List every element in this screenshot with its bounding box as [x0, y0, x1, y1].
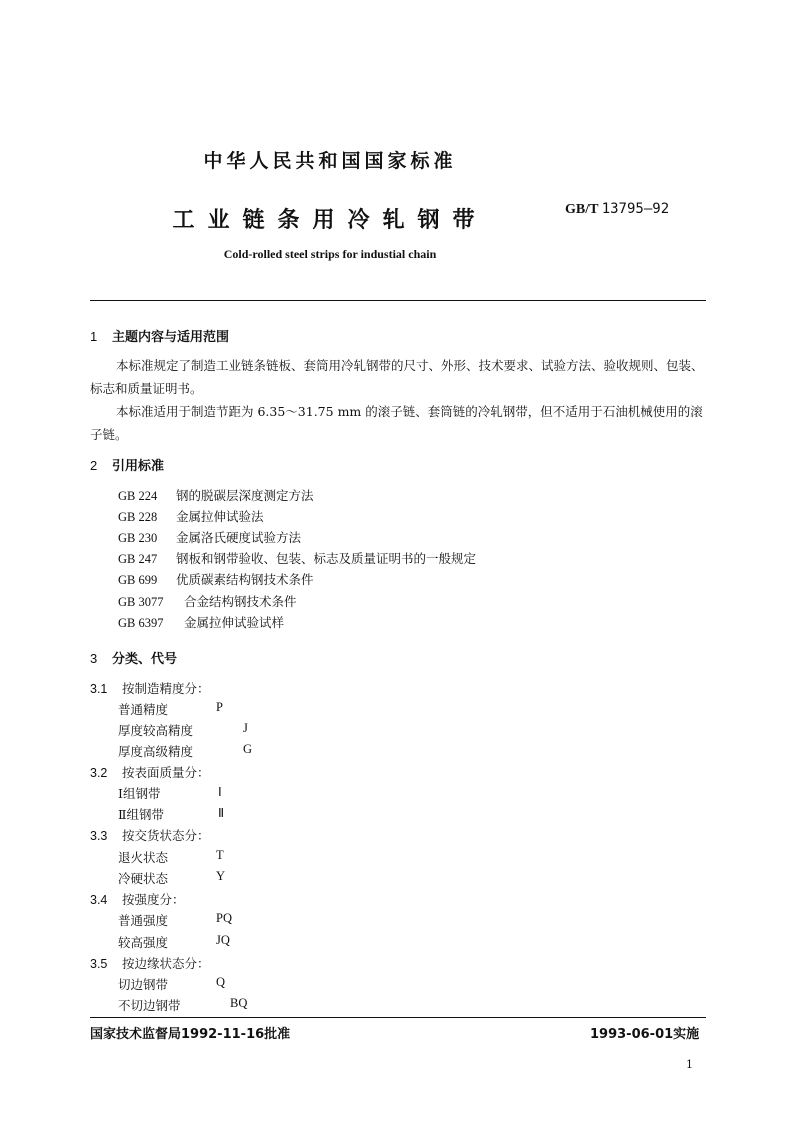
standard-number [565, 201, 669, 218]
subsection-3-5 [90, 954, 210, 972]
subsection-number: 3.4 [90, 893, 108, 907]
section-1-body [90, 354, 706, 446]
footer-divider [90, 1017, 706, 1018]
class-code: Q [216, 975, 226, 989]
reference-title: 金属拉伸试验法 [176, 509, 264, 524]
reference-title: 合金结构钢技术条件 [184, 594, 297, 609]
reference-title: 钢板和钢带验收、包装、标志及质量证明书的一般规定 [176, 551, 477, 566]
reference-code: GB 228 [118, 510, 158, 524]
section-2-heading [90, 455, 164, 474]
class-code: P [216, 700, 223, 714]
header-divider [90, 300, 706, 301]
standard-prefix: GB/T [565, 202, 599, 217]
standard-code: 13795—92 [601, 201, 670, 217]
subsection-number: 3.2 [90, 766, 108, 780]
reference-code: GB 699 [118, 573, 158, 587]
subsection-title: 按边缘状态分： [122, 956, 210, 971]
reference-code: GB 6397 [118, 616, 164, 630]
section-title: 分类、代号 [112, 652, 178, 667]
class-code: JQ [216, 933, 230, 947]
class-code: BQ [230, 996, 248, 1010]
reference-item [118, 528, 301, 546]
subsection-3-1 [90, 679, 210, 697]
subsection-number: 3.3 [90, 829, 108, 843]
subsection-3-4 [90, 890, 185, 908]
class-code: J [243, 721, 248, 735]
subsection-title: 按制造精度分： [122, 681, 210, 696]
class-code: Y [216, 869, 226, 883]
reference-code: GB 247 [118, 552, 158, 566]
class-label: 普通精度 [118, 702, 169, 717]
class-code: Ⅱ [218, 806, 225, 820]
paragraph: 本标准规定了制造工业链条链板、套筒用冷轧钢带的尺寸、外形、技术要求、试验方法、验收规则、包装、标志和质量证明书。 [90, 358, 704, 396]
class-code: G [243, 742, 253, 756]
subsection-title: 按表面质量分： [122, 765, 210, 780]
class-label: 厚度高级精度 [118, 744, 194, 759]
subsection-3-3 [90, 826, 210, 844]
class-label: 不切边钢带 [118, 998, 181, 1013]
reference-code: GB 230 [118, 531, 158, 545]
section-number: 1 [90, 329, 98, 344]
reference-item [118, 486, 314, 504]
class-code: T [216, 848, 224, 862]
section-number: 2 [90, 458, 98, 473]
section-title: 引用标准 [112, 459, 165, 474]
subsection-number: 3.1 [90, 682, 108, 696]
document-title: 工业链条用冷轧钢带 [172, 208, 488, 233]
reference-title: 金属拉伸试验试样 [184, 615, 285, 630]
reference-item [118, 549, 476, 567]
reference-code: GB 3077 [118, 595, 164, 609]
class-label: 冷硬状态 [118, 871, 169, 886]
reference-item [118, 507, 264, 525]
class-label: Ⅱ组钢带 [118, 807, 164, 822]
class-code: Ⅰ [218, 785, 222, 799]
subsection-number: 3.5 [90, 957, 108, 971]
reference-item [118, 592, 297, 610]
section-3-heading [90, 648, 177, 667]
reference-code: GB 224 [118, 489, 158, 503]
class-label: 厚度较高精度 [118, 723, 194, 738]
subsection-title: 按交货状态分： [122, 828, 210, 843]
reference-title: 优质碳素结构钢技术条件 [176, 572, 314, 587]
english-title: Cold-rolled steel strips for industial chain [223, 247, 437, 261]
reference-title: 钢的脱碳层深度测定方法 [176, 488, 314, 503]
section-title: 主题内容与适用范围 [112, 330, 230, 345]
reference-item [118, 570, 314, 588]
class-label: Ⅰ组钢带 [118, 786, 161, 801]
section-number: 3 [90, 651, 98, 666]
section-1-heading [90, 326, 229, 345]
class-code: PQ [216, 911, 232, 925]
class-label: 普通强度 [118, 913, 169, 928]
effective-date: 1993-06-01实施 [590, 1027, 700, 1042]
page-number: 1 [686, 1058, 693, 1071]
subsection-3-2 [90, 763, 210, 781]
class-label: 切边钢带 [118, 977, 169, 992]
approval-statement: 国家技术监督局1992-11-16批准 [90, 1027, 291, 1042]
reference-title: 金属洛氏硬度试验方法 [176, 530, 302, 545]
paragraph: 本标准适用于制造节距为 6.35～31.75 mm 的滚子链、套筒链的冷轧钢带，但不适用于石油机械使用的滚子链。 [90, 404, 703, 442]
national-standard-heading: 中华人民共和国国家标准 [203, 150, 457, 172]
class-label: 较高强度 [118, 935, 169, 950]
reference-item [118, 613, 284, 631]
class-label: 退火状态 [118, 850, 169, 865]
subsection-title: 按强度分： [122, 892, 185, 907]
